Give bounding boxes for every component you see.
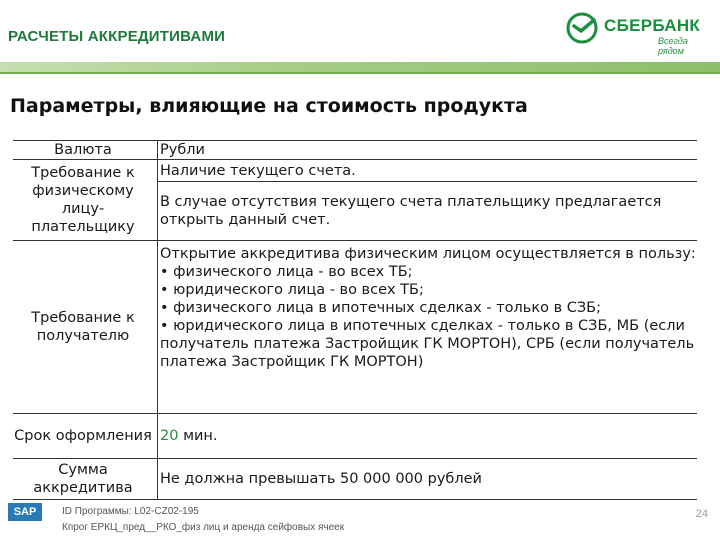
row-value-payer-note: В случае отсутствия текущего счета плательщику предлагается открыть данный счет.	[158, 182, 698, 241]
logo-slogan: Всегда рядом	[658, 36, 688, 56]
header-title: РАСЧЕТЫ АККРЕДИТИВАМИ	[8, 28, 226, 45]
footer-program-id: ID Программы: L02-CZ02-195	[62, 506, 199, 517]
page-number: 24	[695, 508, 708, 520]
row-label-amount: Сумма аккредитива	[13, 459, 158, 500]
row-label-recipient-requirement: Требование к получателю	[13, 241, 158, 414]
table-row	[13, 160, 697, 182]
recipient-line: • физического лица в ипотечных сделках - только в СЗБ;	[160, 300, 601, 316]
recipient-line: • юридического лица - во всех ТБ;	[160, 282, 424, 298]
row-value-recipient-requirement	[158, 241, 698, 414]
page-subtitle: Параметры, влияющие на стоимость продукта	[10, 95, 528, 117]
row-label-processing-time: Срок оформления	[13, 414, 158, 459]
logo-name: СБЕРБАНК	[604, 16, 701, 35]
row-label-currency: Валюта	[13, 141, 158, 160]
sap-logo: SAP	[8, 503, 42, 521]
parameters-table	[13, 140, 697, 500]
row-value-payer-account: Наличие текущего счета.	[158, 160, 698, 182]
recipient-line: • юридического лица в ипотечных сделках - только в СЗБ, МБ (если получатель платежа Застройщик ГК МОРТОН), СРБ (если получатель платежа Застройщик ГК МОРТОН)	[160, 318, 695, 370]
row-value-currency: Рубли	[158, 141, 698, 160]
sberbank-logo-icon	[566, 12, 598, 44]
table-row	[13, 459, 697, 500]
row-value-amount: Не должна превышать 50 000 000 рублей	[158, 459, 698, 500]
header-band	[0, 62, 720, 72]
table-row	[13, 241, 697, 414]
row-label-payer-requirement: Требование к физическому лицу-плательщику	[13, 160, 158, 241]
table-row	[13, 141, 697, 160]
recipient-line: • физического лица - во всех ТБ;	[160, 264, 413, 280]
sberbank-logo	[566, 12, 716, 56]
table-row	[13, 414, 697, 459]
row-value-processing-time	[158, 414, 698, 459]
footer-program-name: Кпрог ЕРКЦ_пред__РКО_физ лиц и аренда сейфовых ячеек	[62, 522, 345, 533]
recipient-line: Открытие аккредитива физическим лицом осуществляется в пользу:	[160, 246, 696, 262]
header-divider	[0, 72, 720, 74]
processing-time-number: 20	[160, 428, 179, 444]
processing-time-unit: мин.	[183, 428, 218, 444]
